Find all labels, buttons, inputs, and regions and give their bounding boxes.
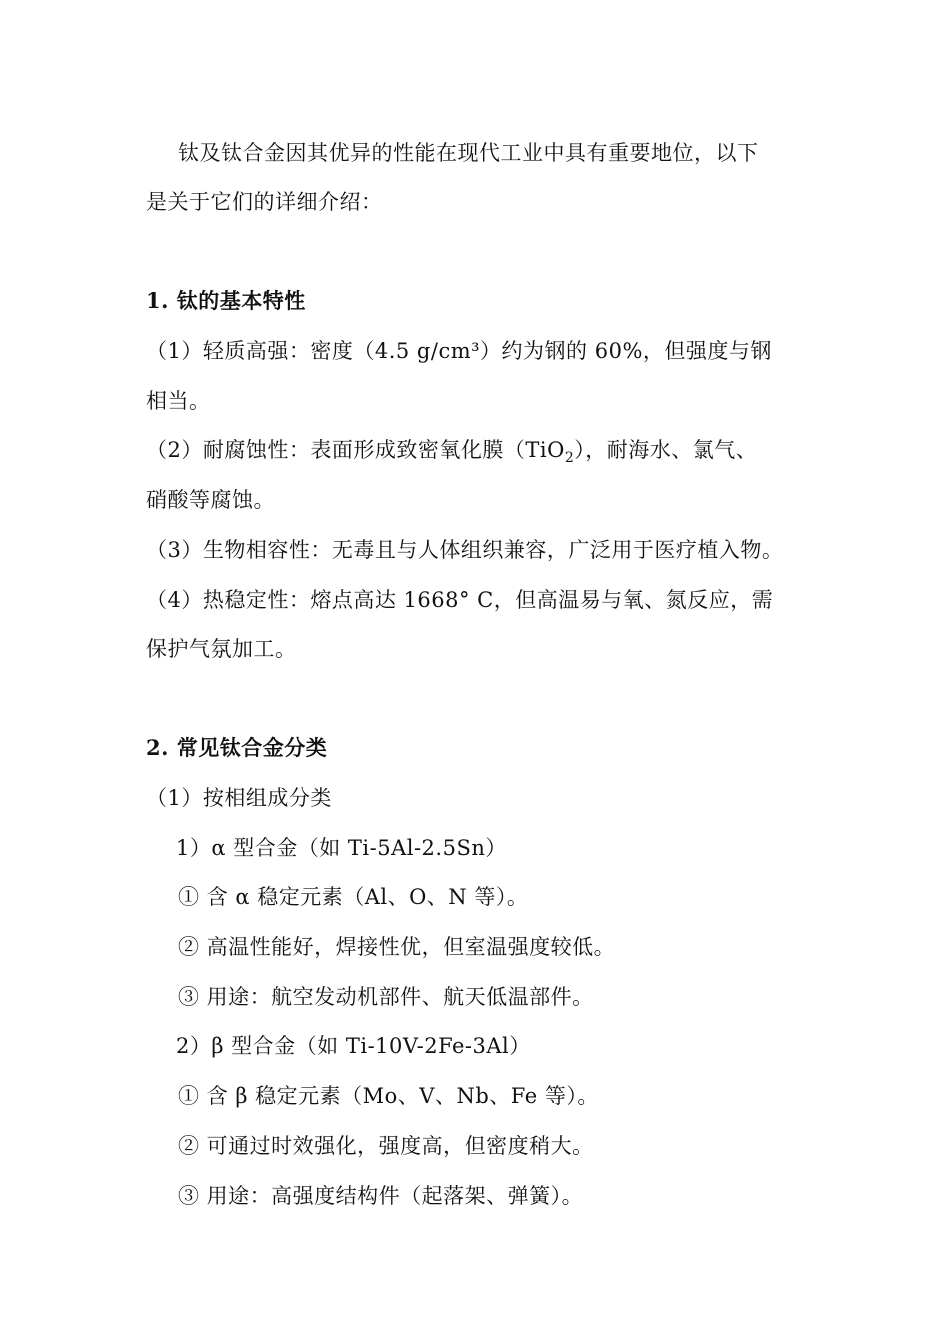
section-1-heading: 1. 钛的基本特性: [146, 288, 306, 313]
item-2-subscript: 2: [564, 450, 575, 467]
section-1-item-1-line-1: （1）轻质高强：密度（4.5 g/cm³）约为钢的 60%，但强度与钢: [146, 339, 772, 363]
intro-line-2: 是关于它们的详细介绍：: [146, 190, 383, 214]
section-1-item-1-line-2: 相当。: [146, 389, 211, 413]
alpha-alloy-point-3: ③ 用途：航空发动机部件、航天低温部件。: [178, 985, 594, 1009]
beta-alloy-point-2: ② 可通过时效强化，强度高，但密度稍大。: [178, 1134, 594, 1158]
section-1-item-2-line-2: 硝酸等腐蚀。: [146, 488, 275, 512]
section-1-item-4-line-2: 保护气氛加工。: [146, 637, 297, 661]
beta-alloy-point-1: ① 含 β 稳定元素（Mo、V、Nb、Fe 等）。: [178, 1084, 599, 1108]
alpha-alloy-title: 1）α 型合金（如 Ti-5Al-2.5Sn）: [176, 836, 507, 860]
intro-line-1: 钛及钛合金因其优异的性能在现代工业中具有重要地位，以下: [178, 141, 759, 165]
alpha-alloy-point-1: ① 含 α 稳定元素（Al、O、N 等）。: [178, 885, 529, 909]
item-2-text-post: ），耐海水、氯气、: [574, 438, 758, 462]
section-1-item-3: （3）生物相容性：无毒且与人体组织兼容，广泛用于医疗植入物。: [146, 538, 784, 562]
item-2-text-pre: （2）耐腐蚀性：表面形成致密氧化膜（TiO: [146, 438, 565, 462]
alpha-alloy-point-2: ② 高温性能好，焊接性优，但室温强度较低。: [178, 935, 616, 959]
section-2-heading: 2. 常见钛合金分类: [146, 735, 328, 760]
section-1-item-4-line-1: （4）热稳定性：熔点高达 1668° C，但高温易与氧、氮反应，需: [146, 588, 774, 612]
beta-alloy-title: 2）β 型合金（如 Ti-10V-2Fe-3Al）: [176, 1034, 531, 1058]
section-2-sub-1: （1）按相组成分类: [146, 786, 332, 810]
beta-alloy-point-3: ③ 用途：高强度结构件（起落架、弹簧）。: [178, 1184, 584, 1208]
section-1-item-2-line-1: [146, 435, 757, 473]
